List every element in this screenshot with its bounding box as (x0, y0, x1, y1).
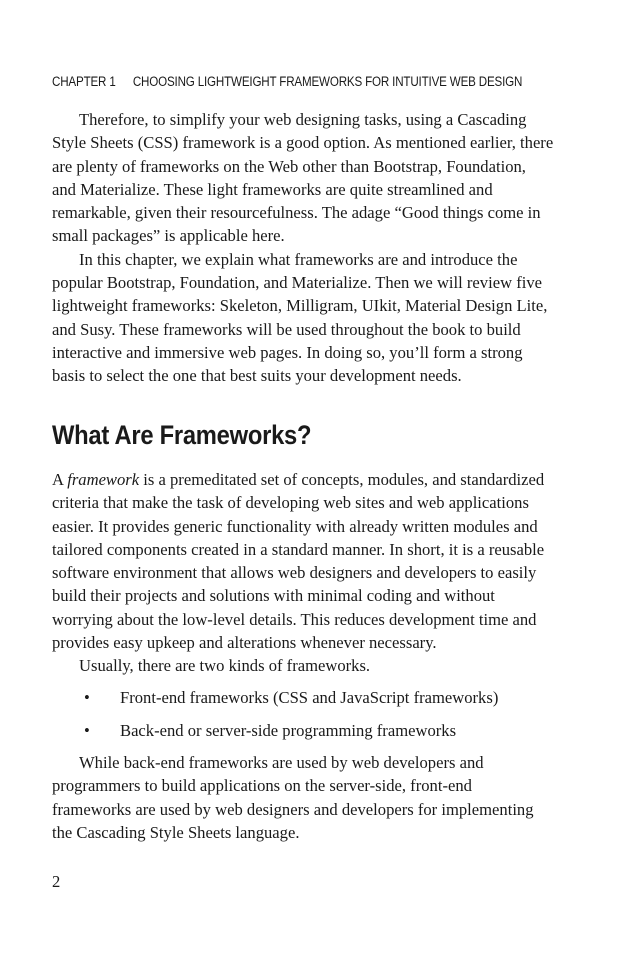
text-fragment: A (52, 470, 68, 489)
section-heading: What Are Frameworks? (52, 420, 312, 450)
text-line: easier. It provides generic functionality with already written modules and (52, 516, 538, 536)
paragraph-closing (52, 751, 572, 844)
text-line: and Susy. These frameworks will be used throughout the book to build (52, 319, 521, 339)
text-line (52, 468, 572, 491)
bullet-text: Back-end or server-side programming frameworks (120, 721, 457, 740)
text-line: Therefore, to simplify your web designing tasks, using a Cascading (79, 110, 527, 129)
text-line: worrying about the low-level details. This reduces development time and (52, 609, 537, 629)
text-line: criteria that make the task of developing web sites and web applications (52, 493, 529, 513)
text-line: interactive and immersive web pages. In doing so, you’ll form a strong (52, 342, 523, 362)
text-line: Usually, there are two kinds of frameworks. (79, 656, 371, 676)
text-line: While back-end frameworks are used by web developers and (79, 753, 484, 772)
text-line: frameworks are used by web designers and developers for implementing (52, 799, 534, 819)
text-line: Style Sheets (CSS) framework is a good option. As mentioned earlier, there (52, 133, 554, 153)
text-line: In this chapter, we explain what frameworks are and introduce the (79, 249, 518, 269)
chapter-label: CHAPTER 1 (52, 74, 116, 89)
bullet-dot-icon: • (84, 721, 90, 740)
running-header (52, 74, 522, 89)
text-line: tailored components created in a standard manner. In short, it is a reusable (52, 539, 545, 559)
text-line: provides easy upkeep and alterations whenever necessary. (52, 633, 437, 653)
text-line: popular Bootstrap, Foundation, and Materialize. Then we will review five (52, 273, 543, 293)
text-line: and Materialize. These light frameworks are quite streamlined and (52, 179, 493, 199)
text-line: small packages” is applicable here. (52, 226, 285, 246)
text-line: basis to select the one that best suits your development needs. (52, 366, 462, 386)
text-line: lightweight frameworks: Skeleton, Milligram, UIkit, Material Design Lite, (52, 296, 548, 316)
text-line: software environment that allows web designers and developers to easily (52, 563, 537, 583)
text-line: programmers to build applications on the server-side, front-end (52, 776, 472, 796)
chapter-title: CHOOSING LIGHTWEIGHT FRAMEWORKS FOR INTUITIVE WEB DESIGN (132, 74, 523, 89)
text-line: build their projects and solutions with minimal coding and without (52, 586, 495, 606)
text-line: are plenty of frameworks on the Web other than Bootstrap, Foundation, (52, 156, 526, 176)
bullet-dot-icon: • (84, 688, 90, 707)
text-fragment: is a premeditated set of concepts, modules, and standardized (139, 470, 545, 489)
text-line: the Cascading Style Sheets language. (52, 822, 300, 842)
text-line: remarkable, given their resourcefulness. The adage “Good things come in (52, 203, 541, 223)
paragraph-definition (52, 468, 572, 678)
bullet-text: Front-end frameworks (CSS and JavaScript frameworks) (120, 688, 499, 707)
emphasized-term: framework (67, 470, 140, 489)
page-number: 2 (52, 872, 61, 891)
paragraph-intro (52, 108, 572, 388)
